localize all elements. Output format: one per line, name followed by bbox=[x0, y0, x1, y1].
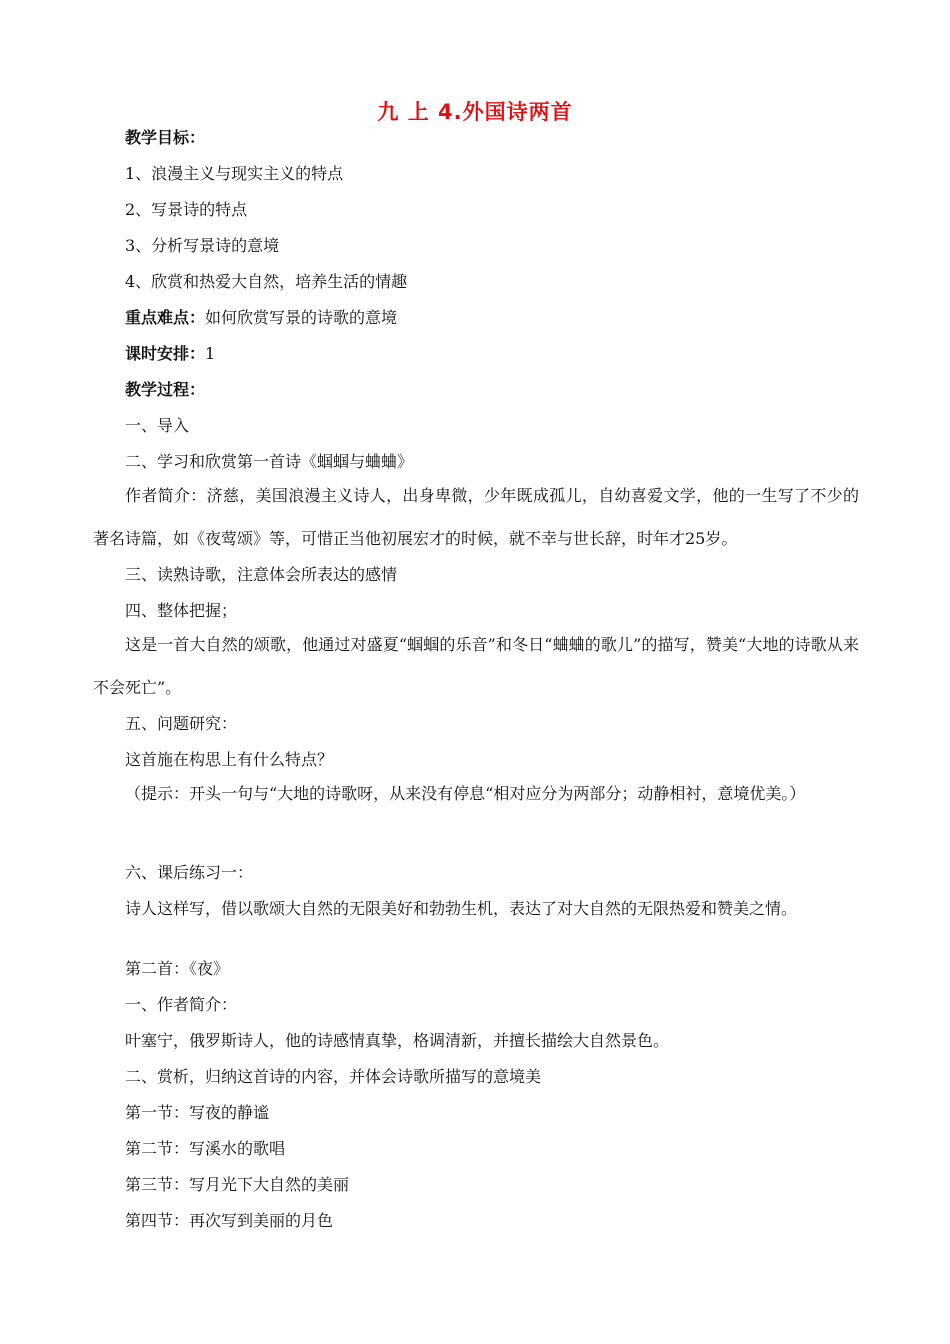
process-step: 一、导入 bbox=[125, 416, 190, 435]
section-item: 第四节：再次写到美丽的月色 bbox=[125, 1211, 334, 1230]
process-step: 二、学习和欣赏第一首诗《蝈蝈与蛐蛐》 bbox=[125, 452, 414, 471]
hours-text: 1 bbox=[205, 344, 216, 363]
process-step: 四、整体把握； bbox=[125, 601, 238, 620]
objective-item: 1、浪漫主义与现实主义的特点 bbox=[125, 164, 344, 183]
section-item: 第二节：写溪水的歌唱 bbox=[125, 1139, 286, 1158]
objective-item: 4、欣赏和热爱大自然，培养生活的情趣 bbox=[125, 272, 408, 291]
question-text: 这首施在构思上有什么特点？ bbox=[125, 750, 334, 769]
objectives-heading: 教学目标： bbox=[125, 128, 206, 147]
section-item: 第三节：写月光下大自然的美丽 bbox=[125, 1175, 350, 1194]
objective-item: 2、写景诗的特点 bbox=[125, 200, 248, 219]
section-item: 第一节：写夜的静谧 bbox=[125, 1103, 270, 1122]
focus-text: 如何欣赏写景的诗歌的意境 bbox=[205, 308, 398, 327]
hours-label: 课时安排： bbox=[125, 344, 206, 363]
focus-row bbox=[125, 307, 397, 329]
process-step: 五、问题研究： bbox=[125, 714, 238, 733]
process-heading: 教学过程： bbox=[125, 380, 206, 399]
process-step: 六、课后练习一： bbox=[125, 863, 254, 882]
hours-row bbox=[125, 343, 215, 365]
second-poem-heading: 第二首：《夜》 bbox=[125, 959, 230, 978]
process-step: 三、读熟诗歌，注意体会所表达的感情 bbox=[125, 565, 398, 584]
objective-item: 3、分析写景诗的意境 bbox=[125, 236, 280, 255]
overall-paragraph: 这是一首大自然的颂歌，他通过对盛夏“蝈蝈的乐音”和冬日“蛐蛐的歌儿”的描写，赞美“大地的诗歌从来不会死亡”。 bbox=[93, 635, 859, 697]
second-poem-author-heading: 一、作者简介： bbox=[125, 995, 238, 1014]
second-poem-analysis-heading: 二、赏析，归纳这首诗的内容，并体会诗歌所描写的意境美 bbox=[125, 1067, 542, 1086]
hint-paragraph: （提示：开头一句与“大地的诗歌呀，从来没有停息“相对应分为两部分；动静相衬，意境优美。） bbox=[125, 784, 806, 803]
focus-label: 重点难点： bbox=[125, 308, 206, 327]
second-poem-author-text: 叶塞宁，俄罗斯诗人，他的诗感情真挚，格调清新，并擅长描绘大自然景色。 bbox=[125, 1031, 670, 1050]
exercise-text: 诗人这样写，借以歌颂大自然的无限美好和勃勃生机，表达了对大自然的无限热爱和赞美之情。 bbox=[125, 899, 798, 918]
author-intro-paragraph: 作者简介：济慈，美国浪漫主义诗人，出身卑微，少年既成孤儿，自幼喜爱文学，他的一生写了不少的著名诗篇，如《夜莺颂》等，可惜正当他初展宏才的时候，就不幸与世长辞，时年才25岁。 bbox=[93, 486, 859, 548]
page-title: 九 上 4.外国诗两首 bbox=[377, 100, 573, 124]
